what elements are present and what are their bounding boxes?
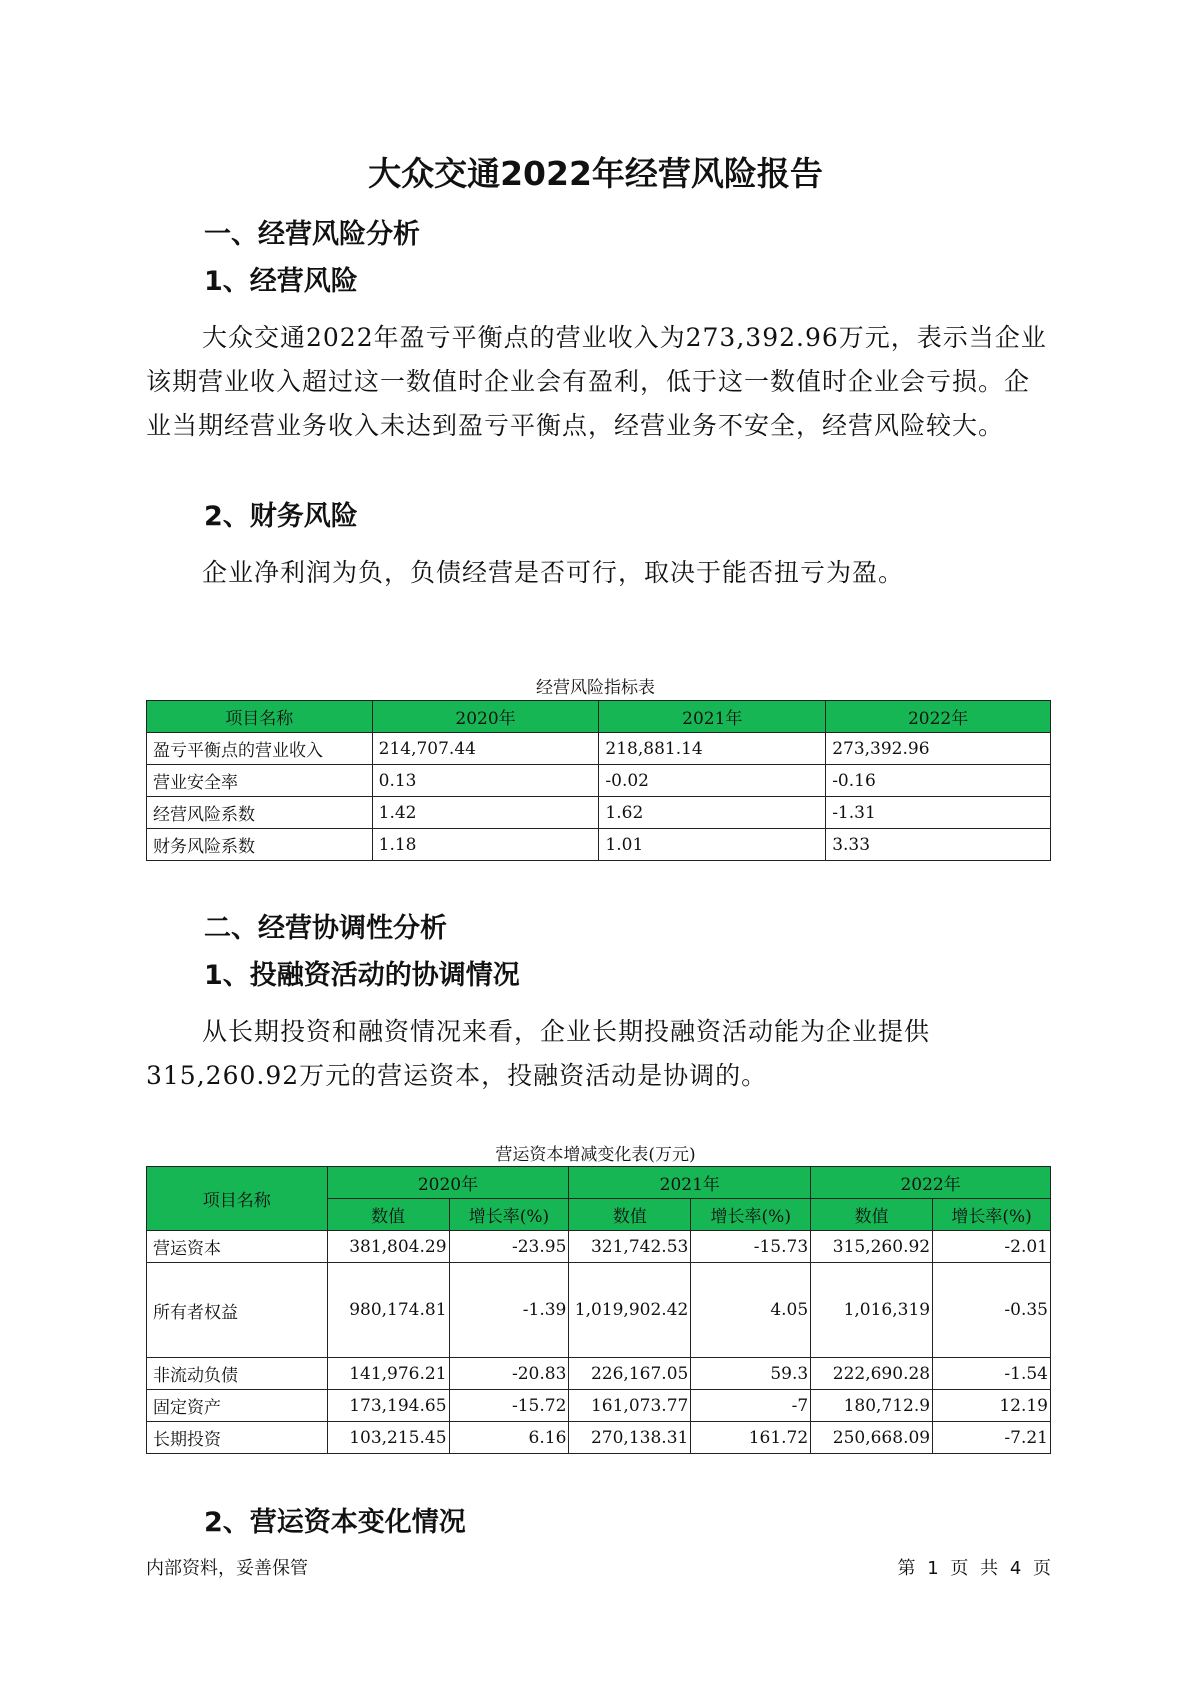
table-cell: -20.83 (449, 1358, 569, 1390)
table-cell: 270,138.31 (569, 1422, 691, 1454)
footer-confidential-note: 内部资料，妥善保管 (146, 1558, 308, 1579)
table-cell: 214,707.44 (372, 733, 599, 765)
footer-page-number: 第 1 页 共 4 页 (897, 1558, 1051, 1579)
section2-sub1-heading: 1、投融资活动的协调情况 (204, 960, 520, 991)
table-cell: 180,712.9 (811, 1390, 933, 1422)
subheader-cell: 增长率(%) (933, 1199, 1051, 1231)
table-cell: 250,668.09 (811, 1422, 933, 1454)
table-cell: 1,016,319 (811, 1263, 933, 1358)
section1-sub1-heading: 1、经营风险 (204, 266, 358, 297)
subheader-cell: 增长率(%) (449, 1199, 569, 1231)
table-cell: 1.18 (372, 829, 599, 861)
table-cell: 226,167.05 (569, 1358, 691, 1390)
table-row (147, 1231, 1051, 1263)
working-capital-table (146, 1166, 1051, 1454)
table-cell: 0.13 (372, 765, 599, 797)
table-row (147, 765, 1051, 797)
row-label: 所有者权益 (147, 1263, 328, 1358)
section1-sub1-text: 大众交通2022年盈亏平衡点的营业收入为273,392.96万元，表示当企业该期营业收入超过这一数值时企业会有盈利，低于这一数值时企业会亏损。企业当期经营业务收入未达到盈亏平衡点，经营业务不安全，经营风险较大。 (146, 323, 1047, 440)
row-label: 营业安全率 (147, 765, 373, 797)
table-cell: -0.02 (599, 765, 826, 797)
table-cell: 161,073.77 (569, 1390, 691, 1422)
table-cell: 3.33 (826, 829, 1051, 861)
row-label: 盈亏平衡点的营业收入 (147, 733, 373, 765)
risk-table-caption: 经营风险指标表 (536, 678, 655, 698)
section1-heading: 一、经营风险分析 (204, 219, 420, 250)
table-row (147, 733, 1051, 765)
table-cell: 173,194.65 (327, 1390, 449, 1422)
table-cell: -1.31 (826, 797, 1051, 829)
table-cell: 12.19 (933, 1390, 1051, 1422)
table-row (147, 1263, 1051, 1358)
header-cell: 项目名称 (147, 1167, 328, 1231)
table-cell: -23.95 (449, 1231, 569, 1263)
section1-sub2-text: 企业净利润为负，负债经营是否可行，取决于能否扭亏为盈。 (202, 558, 905, 587)
table-cell: 1.01 (599, 829, 826, 861)
table-cell: 1.42 (372, 797, 599, 829)
table-cell: 59.3 (691, 1358, 811, 1390)
table-cell: 141,976.21 (327, 1358, 449, 1390)
section1-sub2-heading: 2、财务风险 (204, 501, 358, 532)
header-cell: 2021年 (599, 701, 826, 733)
table-cell: 381,804.29 (327, 1231, 449, 1263)
table-row (147, 1422, 1051, 1454)
table-cell: 218,881.14 (599, 733, 826, 765)
header-cell: 2020年 (372, 701, 599, 733)
table-cell: 222,690.28 (811, 1358, 933, 1390)
table-cell: -7.21 (933, 1422, 1051, 1454)
table-row (147, 1390, 1051, 1422)
table-header-row (147, 701, 1051, 733)
table-cell: -15.72 (449, 1390, 569, 1422)
page-title: 大众交通2022年经营风险报告 (368, 154, 823, 193)
row-label: 营运资本 (147, 1231, 328, 1263)
row-label: 财务风险系数 (147, 829, 373, 861)
risk-indicator-table (146, 700, 1051, 861)
table-cell: -1.39 (449, 1263, 569, 1358)
row-label: 长期投资 (147, 1422, 328, 1454)
header-cell: 2022年 (826, 701, 1051, 733)
header-year-cell: 2020年 (327, 1167, 569, 1199)
table-cell: -2.01 (933, 1231, 1051, 1263)
table-cell: -1.54 (933, 1358, 1051, 1390)
table-cell: 1,019,902.42 (569, 1263, 691, 1358)
table-header-row (147, 1167, 1051, 1199)
subheader-cell: 增长率(%) (691, 1199, 811, 1231)
table-cell: 6.16 (449, 1422, 569, 1454)
header-year-cell: 2022年 (811, 1167, 1051, 1199)
subheader-cell: 数值 (811, 1199, 933, 1231)
table-cell: 315,260.92 (811, 1231, 933, 1263)
table-cell: 4.05 (691, 1263, 811, 1358)
table-cell: -15.73 (691, 1231, 811, 1263)
table-cell: -0.35 (933, 1263, 1051, 1358)
table-cell: 980,174.81 (327, 1263, 449, 1358)
table-cell: -7 (691, 1390, 811, 1422)
table-cell: 161.72 (691, 1422, 811, 1454)
subheader-cell: 数值 (569, 1199, 691, 1231)
header-cell: 项目名称 (147, 701, 373, 733)
table-cell: 273,392.96 (826, 733, 1051, 765)
working-capital-table-caption: 营运资本增减变化表(万元) (495, 1145, 696, 1165)
section2-sub1-text: 从长期投资和融资情况来看，企业长期投融资活动能为企业提供315,260.92万元的营运资本，投融资活动是协调的。 (146, 1017, 931, 1090)
table-row (147, 829, 1051, 861)
header-year-cell: 2021年 (569, 1167, 811, 1199)
row-label: 经营风险系数 (147, 797, 373, 829)
table-row (147, 1358, 1051, 1390)
table-cell: -0.16 (826, 765, 1051, 797)
row-label: 非流动负债 (147, 1358, 328, 1390)
subheader-cell: 数值 (327, 1199, 449, 1231)
table-cell: 321,742.53 (569, 1231, 691, 1263)
table-row (147, 797, 1051, 829)
row-label: 固定资产 (147, 1390, 328, 1422)
section2-sub2-heading: 2、营运资本变化情况 (204, 1507, 466, 1538)
section2-heading: 二、经营协调性分析 (204, 913, 447, 944)
table-cell: 1.62 (599, 797, 826, 829)
table-cell: 103,215.45 (327, 1422, 449, 1454)
